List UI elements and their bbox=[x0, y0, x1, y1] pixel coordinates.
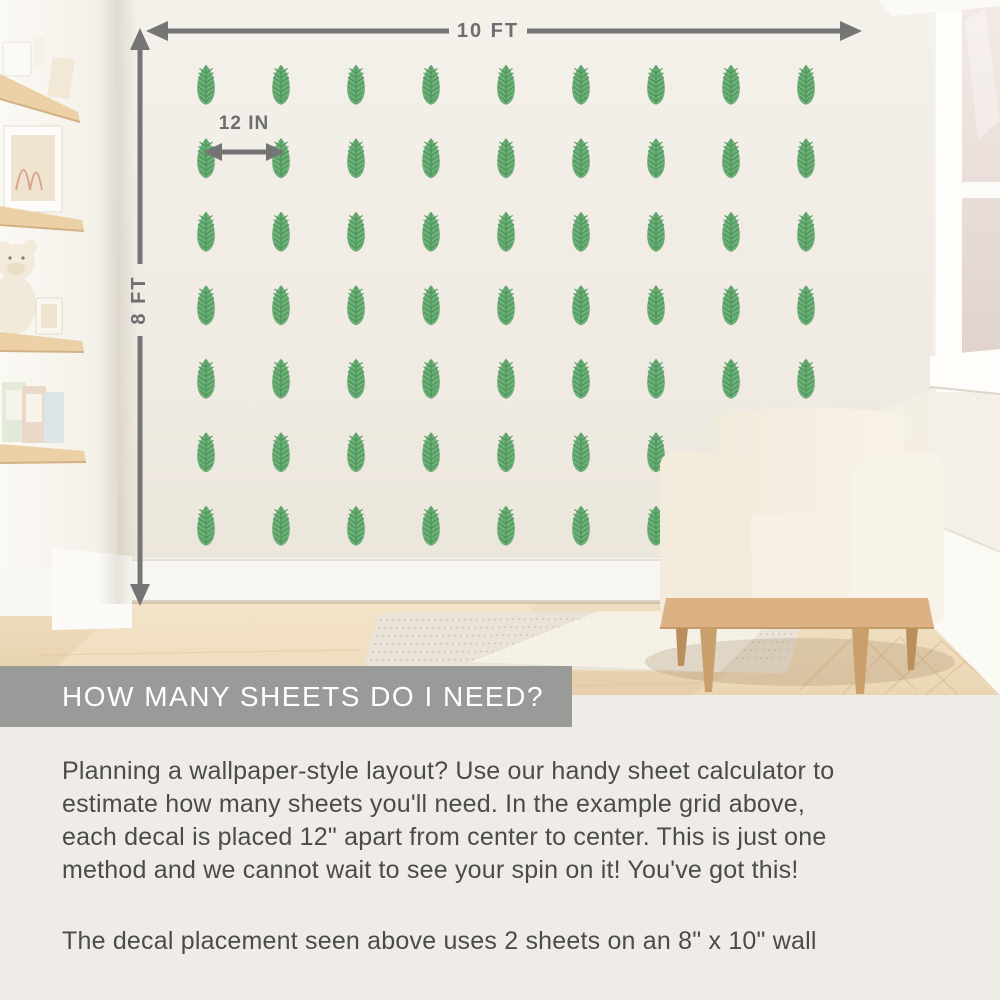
window-sash bbox=[960, 182, 1000, 198]
summary-paragraph bbox=[62, 925, 817, 958]
body-text-line: The decal placement seen above uses 2 sheets on an 8" x 10" wall bbox=[62, 927, 817, 955]
section-banner bbox=[0, 666, 572, 727]
spacing-dimension-label: 12 IN bbox=[218, 113, 270, 134]
width-dimension-label: 10 FT bbox=[456, 20, 520, 42]
chair-base-rail bbox=[660, 598, 934, 628]
banner-title: HOW MANY SHEETS DO I NEED? bbox=[62, 680, 544, 712]
chair-left-arm bbox=[660, 450, 752, 622]
picture-book bbox=[44, 392, 64, 443]
canister bbox=[3, 42, 31, 76]
body-text-line: method and we cannot wait to see your spin on it! You've got this! bbox=[62, 856, 799, 884]
height-dimension-label: 8 FT bbox=[128, 275, 150, 325]
info-section bbox=[0, 695, 1000, 1000]
bottle bbox=[33, 36, 45, 66]
body-text-line: estimate how many sheets you'll need. In the example grid above, bbox=[62, 790, 805, 818]
intro-paragraph bbox=[62, 755, 834, 887]
body-text-line: Planning a wallpaper-style layout? Use our handy sheet calculator to bbox=[62, 757, 835, 785]
body-text-line: each decal is placed 12" apart from center to center. This is just one bbox=[62, 823, 827, 851]
